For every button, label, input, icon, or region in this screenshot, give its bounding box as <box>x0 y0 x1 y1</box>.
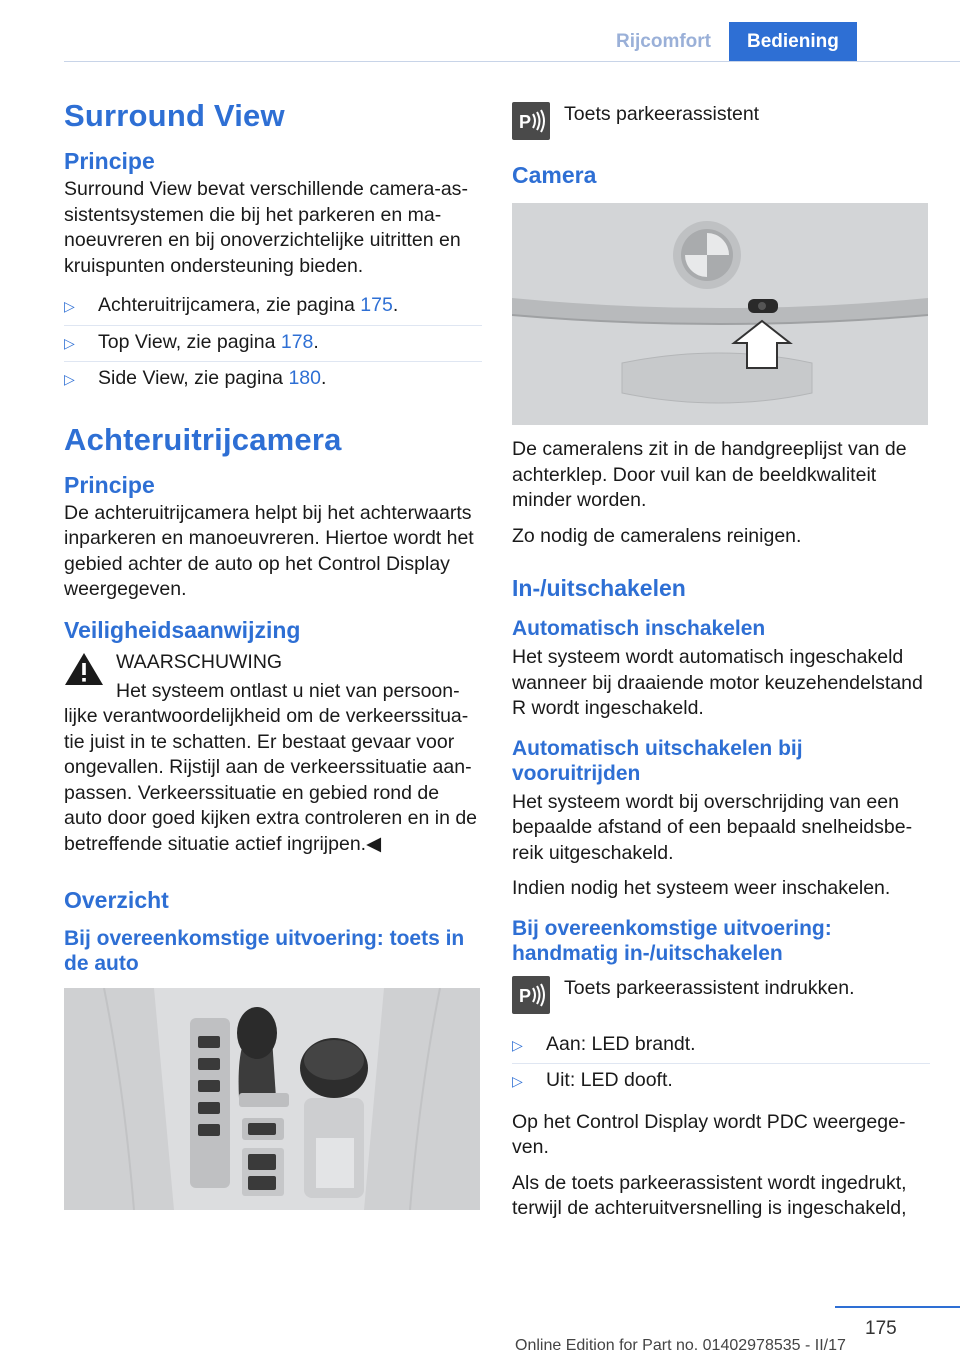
list-item-text: Aan: LED brandt. <box>546 1032 696 1055</box>
principe-2-text: De achteruitrijcamera helpt bij het achterwaarts inparkeren en manoeuvreren. Hiertoe wordt het gebied achter de auto op het Control Display weergegeven. <box>64 501 474 600</box>
principe-1-text: Surround View bevat verschillende camera-assistentsystemen die bij het parkeren en manoeuvreren en bij onoverzichtelijke uitritten en kruispunten ondersteuning bieden. <box>64 178 468 277</box>
parking-assistant-icon <box>512 102 550 140</box>
list-item-text: Achteruitrijcamera, zie pagina <box>98 294 361 316</box>
list-item <box>64 361 482 398</box>
auto-uit-text-1: Het systeem wordt bij overschrijding van een bepaalde afstand of een bepaald snelheidsbereik uitgeschakeld. <box>512 790 913 864</box>
heading-overzicht-sub: Bij overeenkomstige uitvoering: toets in de auto <box>64 927 465 975</box>
footer-edition: Online Edition for Part no. 01402978535 - II/17 <box>515 1337 846 1354</box>
heading-automatisch-inschakelen: Automatisch inschakelen <box>512 617 766 640</box>
svg-text:P: P <box>519 112 532 132</box>
page-link-175[interactable]: 175 <box>360 294 393 316</box>
heading-in-uitschakelen: In-/uitschakelen <box>512 575 686 601</box>
list-item <box>64 325 482 362</box>
camera-text-2: Zo nodig de cameralens reinigen. <box>512 524 802 547</box>
page-link-178[interactable]: 178 <box>280 330 314 353</box>
auto-in-text: Het systeem wordt automatisch ingeschakeld wanneer bij draaiende motor keuzehendelstand R wordt ingeschakeld. <box>512 646 923 719</box>
toets-indrukken-text: Toets parkeerassistent indrukken. <box>564 976 855 999</box>
toets-parkeerassistent-label: Toets parkeerassistent <box>564 103 760 125</box>
footer-divider <box>835 1306 960 1308</box>
warning-block <box>64 650 482 858</box>
heading-automatisch-uitschakelen: Automatisch uitschakelen bij vooruitrijden <box>512 736 803 785</box>
left-column <box>64 98 482 1222</box>
heading-handmatig: Bij overeenkomstige uitvoering: handmatig in-/uitschakelen <box>512 916 832 965</box>
camera-image <box>512 203 928 425</box>
page-link-180[interactable]: 180 <box>288 367 321 389</box>
bullet-triangle-icon: ▷ <box>64 334 75 351</box>
heading-principe-2: Principe <box>64 471 155 498</box>
heading-camera: Camera <box>512 162 597 188</box>
heading-overzicht: Overzicht <box>64 887 169 913</box>
warning-text: Het systeem ontlast u niet van persoonlijke verantwoordelijkheid om de verkeerssituatie juist in te schatten. Er bestaat gevaar voor ongevallen. Rijstijl aan de verkeerssituatie aanpassen. Verkeerssituatie en gebied rond de auto door goed kijken extra controleren en in de betreffende situatie actief ingrijpen.◀ <box>64 679 478 855</box>
list-item-end: . <box>392 294 399 316</box>
list-item-end: . <box>313 330 319 353</box>
bullet-triangle-icon: ▷ <box>64 371 75 387</box>
console-image <box>64 988 480 1210</box>
list-item <box>512 1063 930 1100</box>
parking-assistant-icon <box>512 976 550 1014</box>
warning-triangle-icon <box>64 652 104 686</box>
right-column <box>512 98 930 1232</box>
header-divider <box>64 61 960 62</box>
tailgate-camera-illustration <box>512 203 928 425</box>
page-header <box>598 22 857 62</box>
camera-text-1: De cameralens zit in de handgreeplijst van de achterklep. Door vuil kan de beeldkwaliteit minder worden. <box>512 438 907 511</box>
bullet-triangle-icon: ▷ <box>64 298 75 314</box>
surround-view-list <box>64 289 482 398</box>
parking-assistant-press-row <box>512 976 930 1016</box>
page-number: 175 <box>865 1318 897 1339</box>
title-achteruitrijcamera: Achteruitrijcamera <box>64 421 342 457</box>
last-text: Als de toets parkeerassistent wordt ingedrukt, terwijl de achteruitversnelling is ingeschakeld, <box>512 1171 907 1219</box>
center-console-illustration <box>64 988 480 1210</box>
list-item-text: Top View, zie pagina <box>98 330 281 353</box>
pdc-text: Op het Control Display wordt PDC weergegeven. <box>512 1110 906 1158</box>
list-item <box>512 1028 930 1064</box>
warning-title: WAARSCHUWING <box>116 650 283 673</box>
header-tab-bediening[interactable]: Bediening <box>729 22 857 62</box>
title-surround-view: Surround View <box>64 98 285 133</box>
list-item-end: . <box>321 367 327 389</box>
bullet-triangle-icon: ▷ <box>512 1036 523 1053</box>
list-item <box>64 289 482 325</box>
led-status-list <box>512 1028 930 1100</box>
list-item-text: Side View, zie pagina <box>98 367 289 389</box>
heading-principe-1: Principe <box>64 148 155 174</box>
heading-veiligheidsaanwijzing: Veiligheidsaanwijzing <box>64 616 301 643</box>
bullet-triangle-icon: ▷ <box>512 1073 523 1089</box>
header-tab-rijcomfort[interactable]: Rijcomfort <box>598 22 729 62</box>
parking-assistant-key-row <box>512 102 930 142</box>
svg-text:P: P <box>519 985 532 1006</box>
list-item-text: Uit: LED dooft. <box>546 1069 673 1091</box>
auto-uit-text-2: Indien nodig het systeem weer inschakelen. <box>512 877 891 899</box>
